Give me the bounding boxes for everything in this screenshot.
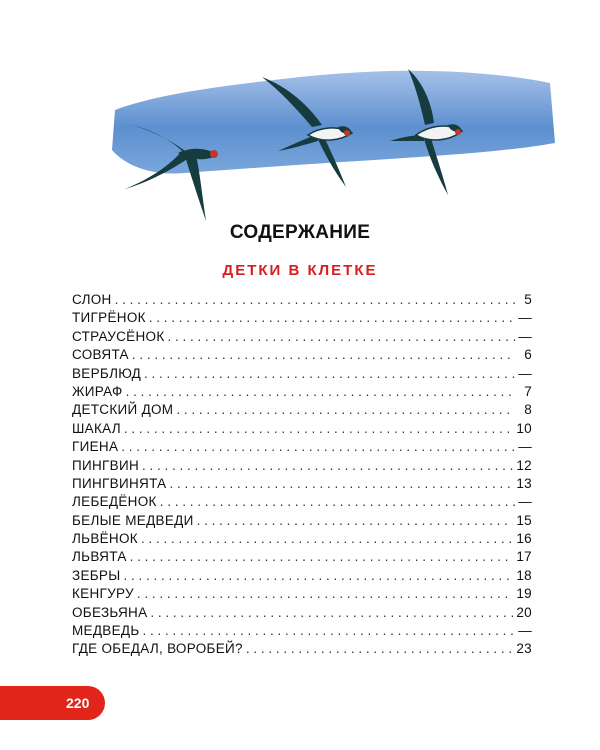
- toc-leader-dots: [141, 531, 513, 546]
- toc-entry: [72, 513, 532, 531]
- toc-entry-page: 16: [516, 531, 532, 547]
- toc-entry: [72, 347, 532, 365]
- toc-leader-dots: [169, 476, 513, 491]
- toc-entry: [72, 531, 532, 549]
- toc-entry-page: 17: [516, 549, 532, 565]
- toc-entry-page: —: [518, 623, 532, 639]
- toc-entry: [72, 421, 532, 439]
- toc-entry-page: 15: [516, 512, 532, 528]
- toc-entry: [72, 310, 532, 328]
- toc-leader-dots: [143, 623, 515, 638]
- table-of-contents: [72, 292, 532, 660]
- toc-leader-dots: [246, 641, 514, 656]
- toc-entry-page: 13: [516, 475, 532, 491]
- toc-entry-page: 18: [516, 567, 532, 583]
- toc-entry-title: СЛОН: [72, 292, 112, 307]
- toc-entry-page: 19: [516, 586, 532, 602]
- toc-entry: [72, 568, 532, 586]
- toc-entry: [72, 641, 532, 659]
- toc-leader-dots: [150, 605, 513, 620]
- toc-entry-title: ШАКАЛ: [72, 420, 121, 436]
- toc-entry-title: ЗЕБРЫ: [72, 567, 121, 583]
- toc-entry: [72, 366, 532, 384]
- toc-entry: [72, 458, 532, 476]
- toc-entry-title: ОБЕЗЬЯНА: [72, 604, 148, 620]
- toc-entry-title: ЛЕБЕДЁНОК: [72, 494, 157, 510]
- toc-entry-title: СТРАУСЁНОК: [72, 328, 165, 344]
- toc-leader-dots: [130, 549, 514, 564]
- toc-entry-title: ЖИРАФ: [72, 383, 123, 399]
- toc-entry-page: 5: [524, 292, 532, 307]
- toc-entry-title: ТИГРЁНОК: [72, 310, 146, 326]
- toc-entry-title: ГИЕНА: [72, 439, 119, 455]
- toc-entry: [72, 623, 532, 641]
- toc-leader-dots: [144, 366, 515, 381]
- toc-leader-dots: [168, 329, 515, 344]
- toc-entry: [72, 476, 532, 494]
- toc-leader-dots: [126, 384, 515, 399]
- toc-entry-page: 6: [524, 347, 532, 363]
- toc-leader-dots: [137, 586, 513, 601]
- toc-leader-dots: [115, 292, 515, 307]
- toc-leader-dots: [160, 494, 515, 509]
- toc-entry-title: ДЕТСКИЙ ДОМ: [72, 402, 174, 418]
- toc-entry-page: —: [518, 439, 532, 455]
- toc-entry-page: —: [518, 328, 532, 344]
- toc-leader-dots: [197, 513, 514, 528]
- toc-entry-title: ЛЬВЯТА: [72, 549, 127, 565]
- toc-entry-page: —: [518, 365, 532, 381]
- toc-entry-page: 8: [524, 402, 532, 418]
- toc-leader-dots: [149, 310, 515, 325]
- toc-entry-title: СОВЯТА: [72, 347, 129, 363]
- toc-entry: [72, 586, 532, 604]
- toc-entry-page: 23: [516, 641, 532, 657]
- toc-entry-title: БЕЛЫЕ МЕДВЕДИ: [72, 512, 194, 528]
- toc-leader-dots: [176, 402, 515, 417]
- toc-entry: [72, 292, 532, 310]
- toc-entry: [72, 402, 532, 420]
- toc-entry-title: ПИНГВИН: [72, 457, 140, 473]
- toc-entry-page: —: [518, 494, 532, 510]
- page-number: 220: [66, 695, 90, 711]
- toc-entry: [72, 329, 532, 347]
- toc-entry: [72, 605, 532, 623]
- swallows-illustration: [90, 55, 560, 235]
- toc-entry-title: МЕДВЕДЬ: [72, 623, 140, 639]
- section-heading: ДЕТКИ В КЛЕТКЕ: [222, 262, 378, 279]
- toc-leader-dots: [124, 421, 513, 436]
- toc-entry: [72, 384, 532, 402]
- toc-entry-title: ЛЬВЁНОК: [72, 531, 138, 547]
- toc-entry-page: 10: [516, 420, 532, 436]
- toc-entry-page: —: [518, 310, 532, 326]
- toc-leader-dots: [142, 458, 513, 473]
- toc-entry-title: ПИНГВИНЯТА: [72, 475, 167, 491]
- toc-entry-title: ГДЕ ОБЕДАЛ, ВОРОБЕЙ?: [72, 641, 243, 657]
- toc-entry-title: ВЕРБЛЮД: [72, 365, 142, 381]
- toc-leader-dots: [121, 439, 515, 454]
- toc-entry-title: КЕНГУРУ: [72, 586, 134, 602]
- toc-entry: [72, 439, 532, 457]
- toc-leader-dots: [132, 347, 515, 362]
- toc-entry-page: 7: [524, 383, 532, 399]
- toc-leader-dots: [123, 568, 513, 583]
- toc-entry-page: 12: [516, 457, 532, 473]
- toc-entry: [72, 494, 532, 512]
- toc-entry-page: 20: [516, 604, 532, 620]
- toc-entry: [72, 549, 532, 567]
- contents-heading: СОДЕРЖАНИЕ: [229, 222, 371, 243]
